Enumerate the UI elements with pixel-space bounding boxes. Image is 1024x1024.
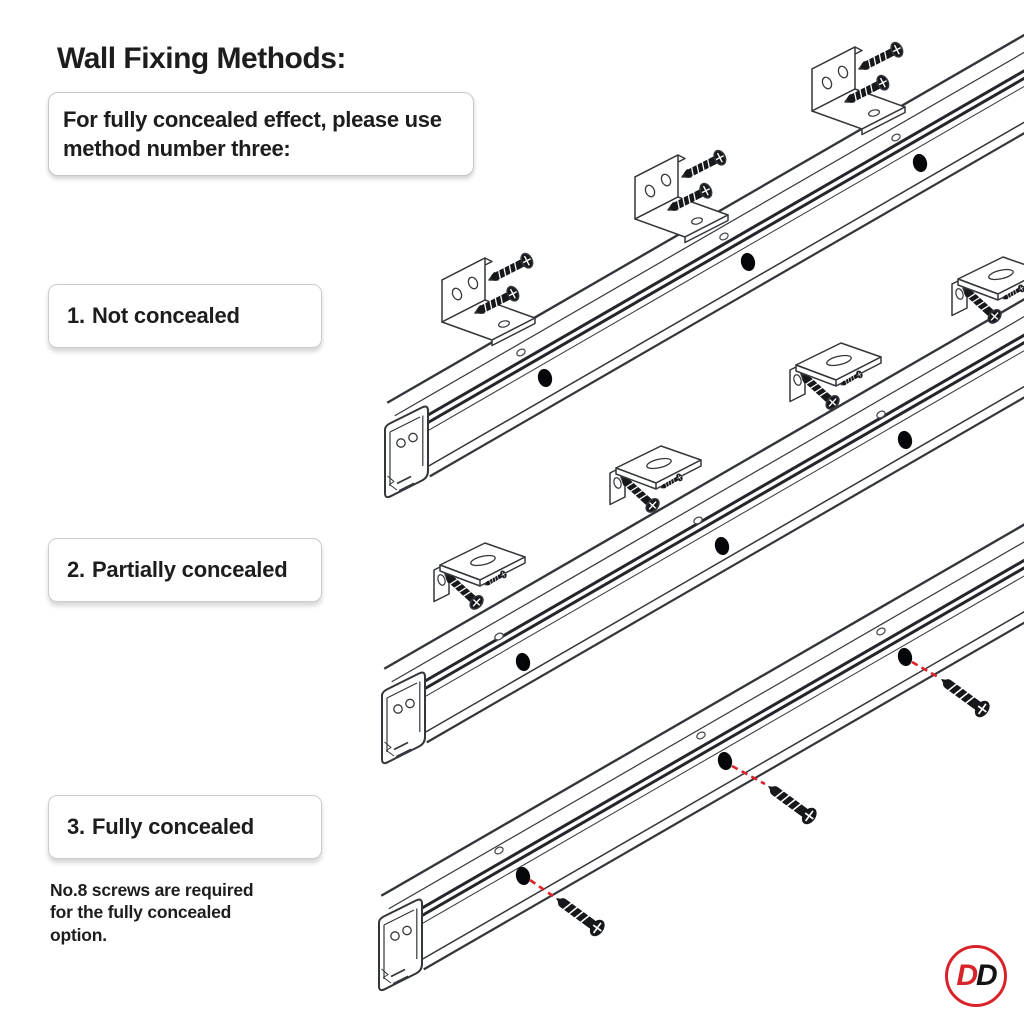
- track-3-end-profile: [379, 900, 422, 991]
- method-2-number: 2.: [67, 557, 85, 582]
- method-2-label: Partially concealed: [91, 557, 288, 582]
- method-1-label: Not concealed: [91, 303, 240, 328]
- logo-letter-1: D: [956, 959, 976, 992]
- l-bracket: [442, 252, 535, 346]
- no8-screw: [936, 672, 993, 720]
- info-callout-text: For fully concealed effect, please use method number three:: [63, 107, 442, 162]
- logo-letter-2: D: [976, 959, 996, 992]
- l-bracket: [812, 41, 905, 135]
- screw-note: No.8 screws are required for the fully concealed option.: [50, 880, 254, 945]
- method-3-number: 3.: [67, 814, 85, 839]
- method-1-number: 1.: [67, 303, 85, 328]
- method-3-label: Fully concealed: [91, 814, 255, 839]
- l-bracket: [635, 149, 728, 243]
- track-method-2: [382, 270, 1024, 763]
- track-2-end-profile: [382, 673, 425, 764]
- page-title: Wall Fixing Methods:: [57, 42, 346, 75]
- no8-screw: [763, 779, 820, 827]
- no8-screw: [551, 891, 608, 939]
- track-1-end-profile: [385, 407, 428, 498]
